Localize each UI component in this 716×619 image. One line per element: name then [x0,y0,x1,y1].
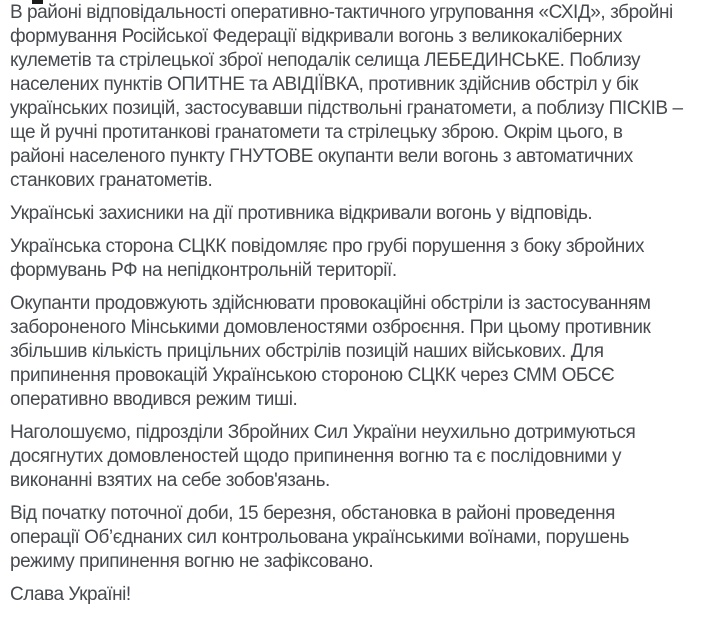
paragraph-3 [10,235,710,283]
paragraph-1 [10,1,710,193]
text-line: операції Об’єднаних сил контрольована українськими воїнами, порушень [10,527,629,548]
text-line: Наголошуємо, підрозділи Збройних Сил України неухильно дотримуються [10,422,636,443]
text-line: Слава Україні! [10,584,131,605]
text-line: формування Російської Федерації відкривали вогонь з великокаліберних [10,26,622,47]
paragraph-7 [10,583,710,607]
text-line: кулеметів та стрілецької зброї неподалік селища ЛЕБЕДИНСЬКЕ. Поблизу [10,50,641,71]
paragraph-6 [10,502,710,574]
text-line: українських позицій, застосувавши підствольні гранатомети, а поблизу ПІСКІВ – [10,98,683,119]
text-line: досягнутих домовленостей щодо припинення вогню та є послідовними у [10,446,622,467]
text-line: населених пунктів ОПИТНЕ та АВІДІЇВКА, противник здійснив обстріл у бік [10,74,639,95]
text-line: збільшив кількість прицільних обстрілів позицій наших військових. Для [10,341,604,362]
text-line: виконанні взятих на себе зобов'язань. [10,470,330,491]
text-line: станкових гранатометів. [10,170,213,191]
text-line: В районі відповідальності оперативно-тактичного угруповання «СХІД», збройні [10,2,673,23]
text-line: режиму припинення вогню не зафіксовано. [10,551,374,572]
text-line: Українські захисники на дії противника відкривали вогонь у відповідь. [10,203,593,224]
paragraph-5 [10,421,710,493]
text-line: ще й ручні протитанкові гранатомети та стрілецьку зброю. Окрім цього, в [10,122,623,143]
post-body-text [10,1,710,616]
text-line: припинення провокацій Українською стороною СЦКК через СММ ОБСЄ [10,365,615,386]
text-line: Українська сторона СЦКК повідомляє про грубі порушення з боку збройних [10,236,644,257]
text-line: районі населеного пункту ГНУТОВЕ окупанти вели вогонь з автоматичних [10,146,633,167]
text-line: оперативно вводився режим тиші. [10,389,298,410]
text-line: забороненого Мінськими домовленостями озброєння. При цьому противник [10,317,651,338]
paragraph-2 [10,202,710,226]
text-line: формувань РФ на непідконтрольній території. [10,260,397,281]
paragraph-4 [10,292,710,412]
text-line: Від початку поточної доби, 15 березня, обстановка в районі проведення [10,503,615,524]
text-line: Окупанти продовжують здійснювати провокаційні обстріли із застосуванням [10,293,651,314]
